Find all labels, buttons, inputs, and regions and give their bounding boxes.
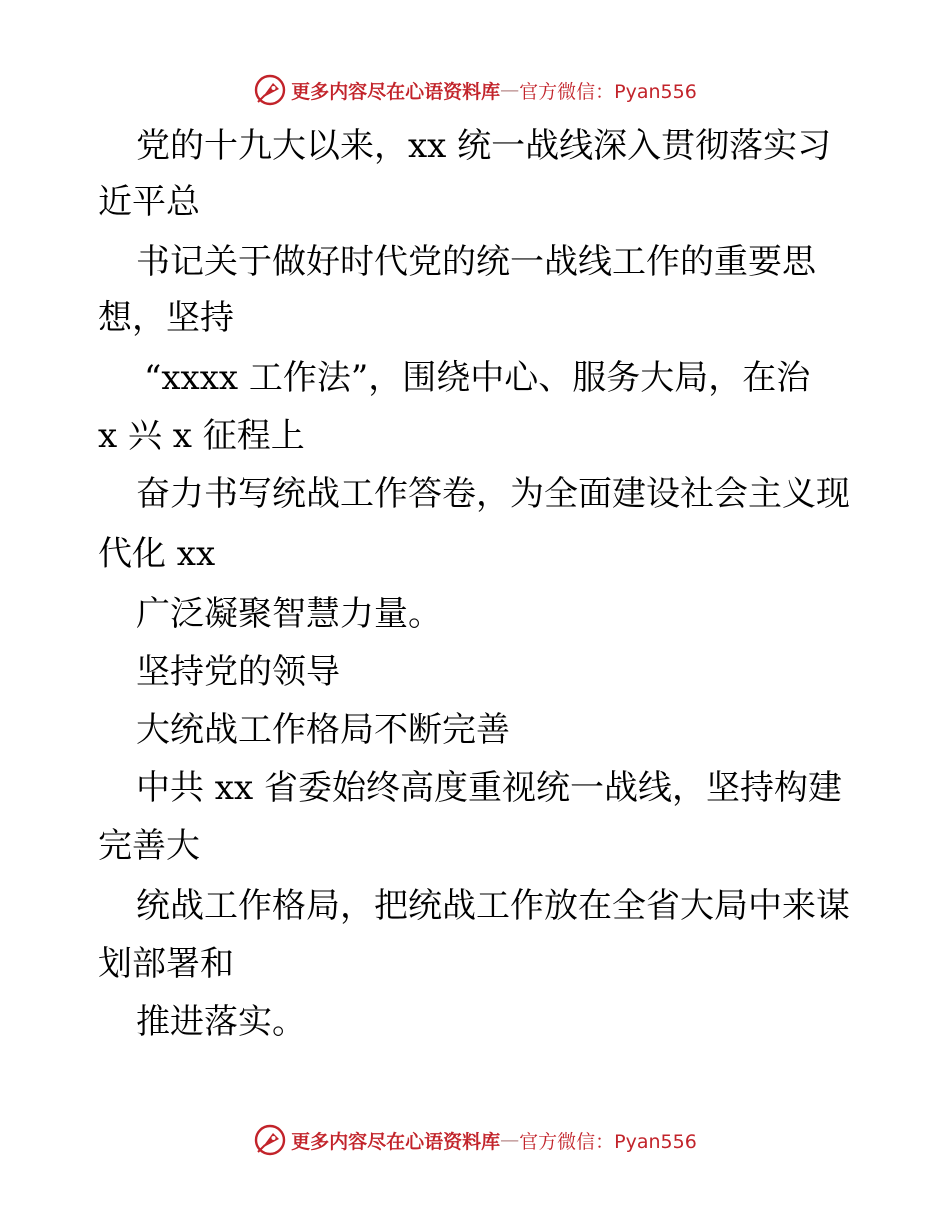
body-line-4: 想，坚持 (98, 298, 234, 338)
body-line-1: 党的十九大以来，xx 统一战线深入贯彻落实习 (136, 126, 832, 166)
body-line-6: x 兴 x 征程上 (98, 416, 305, 456)
body-line-14: 统战工作格局，把统战工作放在全省大局中来谋 (136, 886, 850, 926)
header-banner (0, 70, 950, 110)
header-dash: — (500, 79, 520, 101)
header-contact-text: 官方微信：Pyan556 (519, 80, 697, 103)
footer-brand-text: 更多内容尽在心语资料库 (291, 1130, 501, 1153)
footer-dash: — (500, 1129, 520, 1151)
body-line-13: 完善大 (98, 826, 200, 866)
body-line-8: 代化 xx (98, 534, 216, 574)
body-line-12: 中共 xx 省委始终高度重视统一战线，坚持构建 (136, 768, 842, 808)
body-line-16: 推进落实。 (136, 1002, 306, 1042)
header-brand-text: 更多内容尽在心语资料库 (291, 80, 501, 103)
pen-nib-logo-icon (253, 73, 287, 107)
body-line-7: 奋力书写统战工作答卷，为全面建设社会主义现 (136, 474, 850, 514)
footer-contact-text: 官方微信：Pyan556 (519, 1130, 697, 1153)
footer-banner (0, 1120, 950, 1160)
section-subheading: 大统战工作格局不断完善 (136, 710, 510, 750)
body-line-3: 书记关于做好时代党的统一战线工作的重要思 (136, 242, 816, 282)
body-line-5: “xxxx 工作法”，围绕中心、服务大局，在治 (144, 358, 811, 398)
section-heading: 坚持党的领导 (136, 652, 340, 692)
body-line-9: 广泛凝聚智慧力量。 (136, 594, 442, 634)
pen-nib-logo-icon (253, 1123, 287, 1157)
body-line-15: 划部署和 (98, 944, 234, 984)
body-line-2: 近平总 (98, 182, 200, 222)
